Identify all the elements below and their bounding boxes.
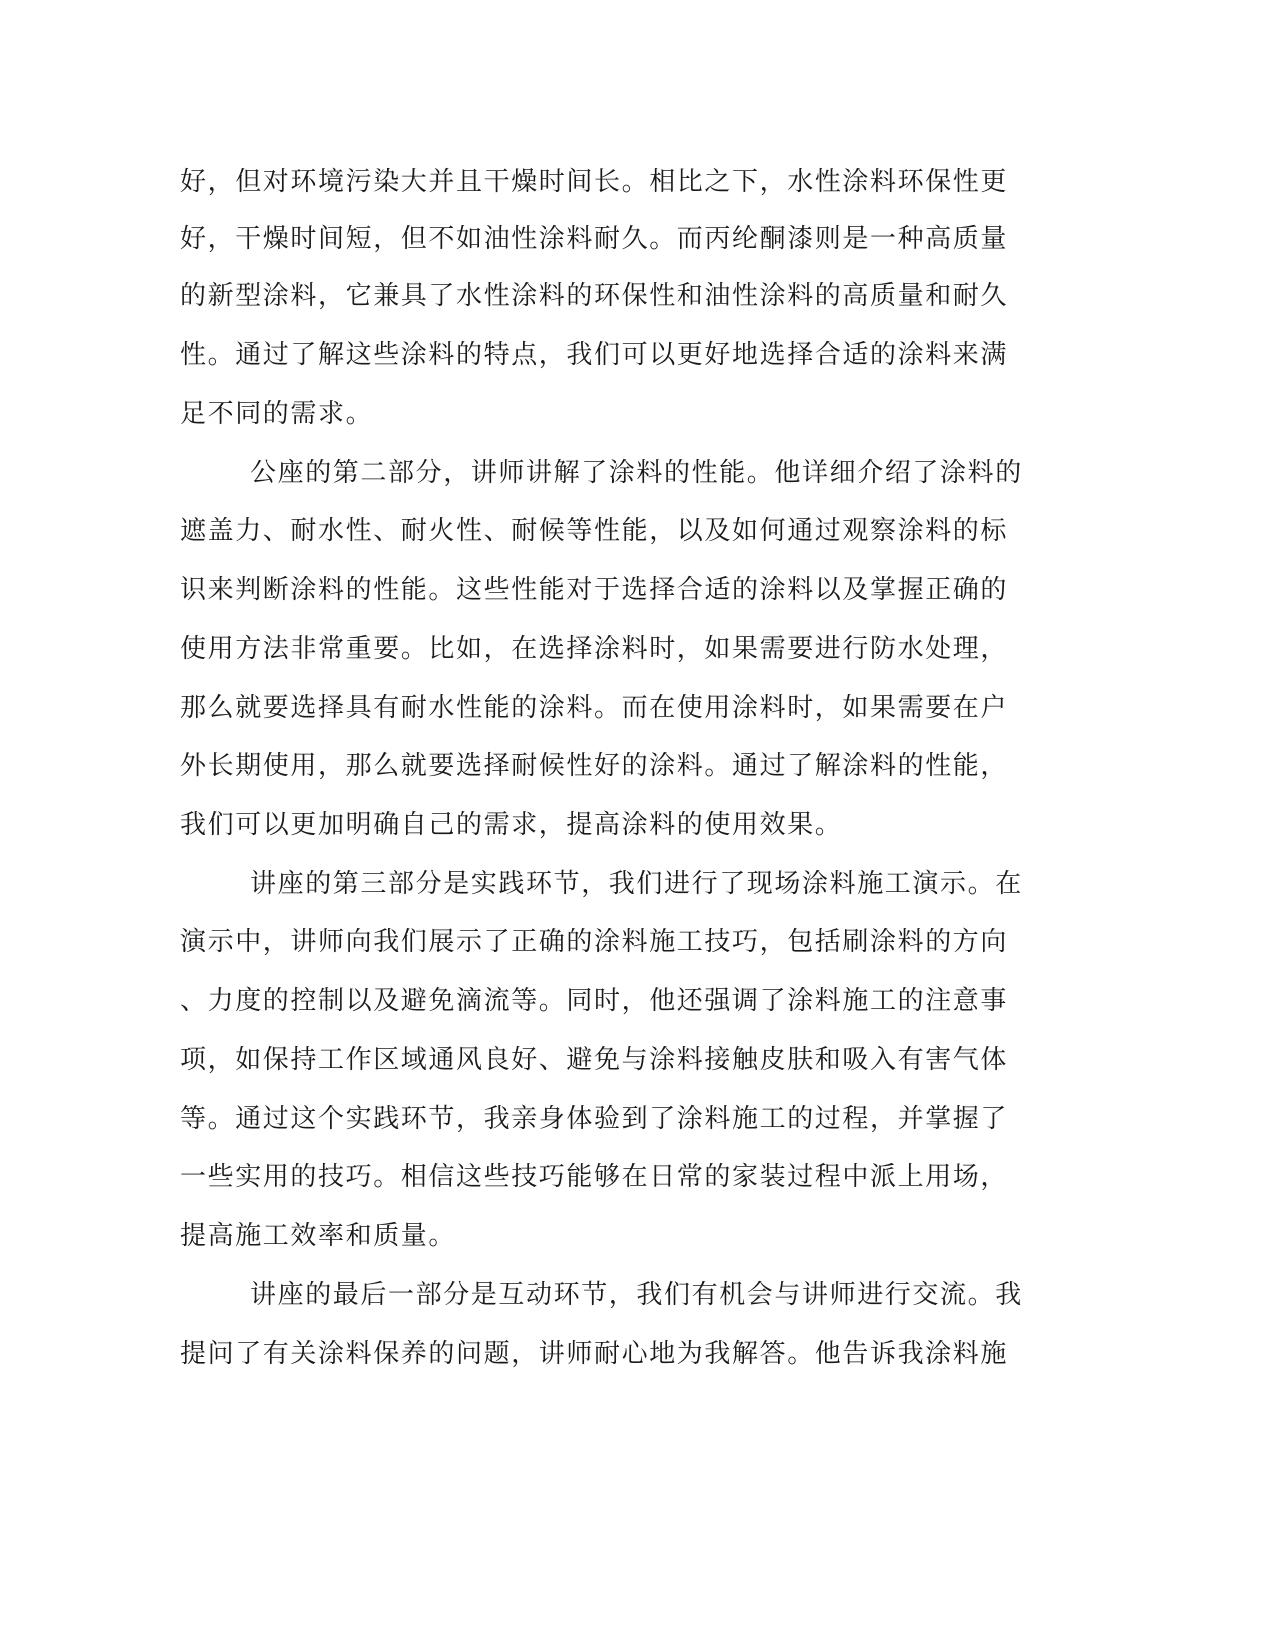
text-line: 使用方法非常重要。比如，在选择涂料时，如果需要进行防水处理， — [180, 634, 1009, 664]
text-line: 项，如保持工作区域通风良好、避免与涂料接触皮肤和吸入有害气体 — [180, 1045, 1009, 1075]
paragraph-first-line: 讲座的第三部分是实践环节，我们进行了现场涂料施工演示。在 — [250, 869, 1023, 899]
text-line: 性。通过了解这些涂料的特点，我们可以更好地选择合适的涂料来满 — [180, 340, 1009, 370]
text-line: 好，但对环境污染大并且干燥时间长。相比之下，水性涂料环保性更 — [180, 167, 1009, 197]
text-line: 、力度的控制以及避免滴流等。同时，他还强调了涂料施工的注意事 — [180, 986, 1009, 1016]
text-line: 外长期使用，那么就要选择耐候性好的涂料。通过了解涂料的性能， — [180, 751, 1009, 781]
text-line: 等。通过这个实践环节，我亲身体验到了涂料施工的过程，并掌握了 — [180, 1104, 1009, 1134]
text-line: 的新型涂料，它兼具了水性涂料的环保性和油性涂料的高质量和耐久 — [180, 281, 1009, 311]
text-line: 识来判断涂料的性能。这些性能对于选择合适的涂料以及掌握正确的 — [180, 575, 1009, 605]
text-line: 提问了有关涂料保养的问题，讲师耐心地为我解答。他告诉我涂料施 — [180, 1339, 1009, 1369]
paragraph-first-line: 讲座的最后一部分是互动环节，我们有机会与讲师进行交流。我 — [250, 1280, 1023, 1310]
text-line: 提高施工效率和质量。 — [180, 1221, 457, 1251]
text-line: 遮盖力、耐水性、耐火性、耐候等性能，以及如何通过观察涂料的标 — [180, 516, 1009, 546]
text-line: 一些实用的技巧。相信这些技巧能够在日常的家装过程中派上用场， — [180, 1162, 1009, 1192]
text-line: 好，干燥时间短，但不如油性涂料耐久。而丙纶酮漆则是一种高质量 — [180, 224, 1009, 254]
text-line: 演示中，讲师向我们展示了正确的涂料施工技巧，包括刷涂料的方向 — [180, 927, 1009, 957]
text-line: 足不同的需求。 — [180, 399, 374, 429]
paragraph-first-line: 公座的第二部分，讲师讲解了涂料的性能。他详细介绍了涂料的 — [250, 458, 1023, 488]
text-line: 那么就要选择具有耐水性能的涂料。而在使用涂料时，如果需要在户 — [180, 693, 1009, 723]
text-line: 我们可以更加明确自己的需求，提高涂料的使用效果。 — [180, 810, 843, 840]
